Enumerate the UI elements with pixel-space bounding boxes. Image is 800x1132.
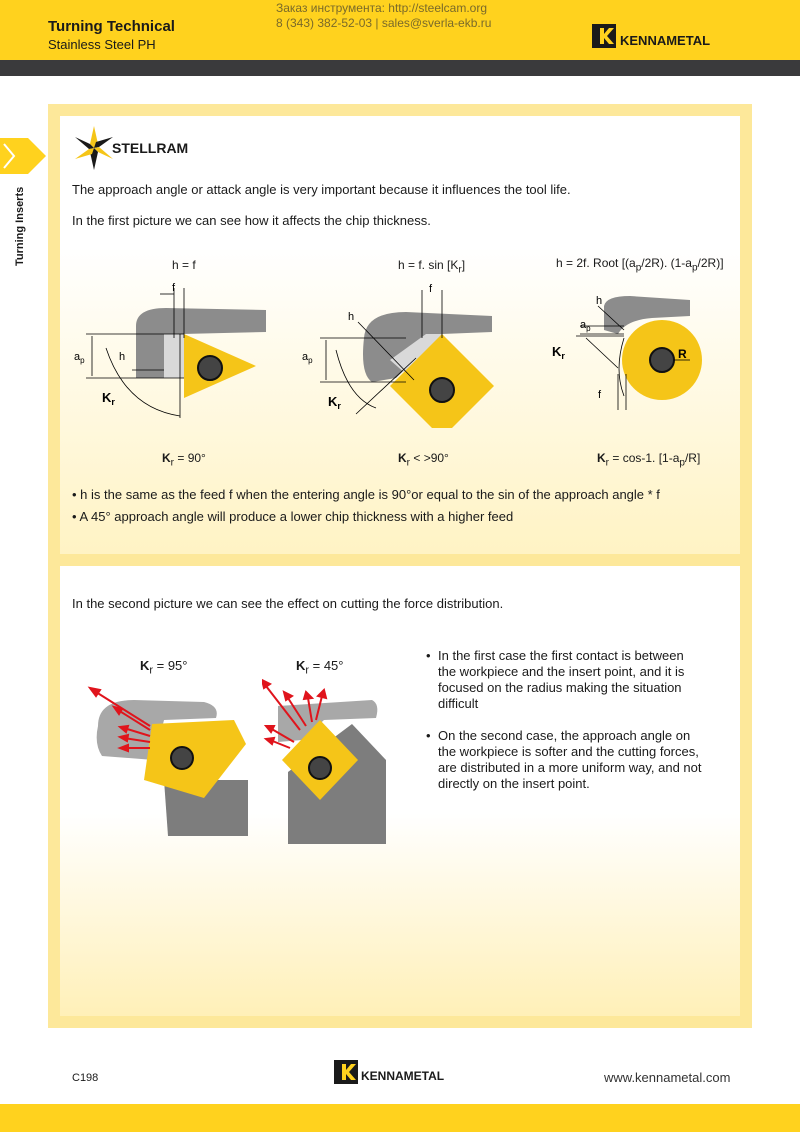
formula-3: h = 2f. Root [$(a_p/2R)$. $(1-a_p/2R)$] (556, 256, 724, 274)
svg-text:KENNAMETAL: KENNAMETAL (361, 1069, 445, 1083)
side-tab-label: Turning Inserts (14, 186, 26, 266)
panel2-intro: In the second picture we can see the effect on cutting the force distribution. (72, 596, 504, 611)
order-link[interactable]: Заказ инструмента: http://steelcam.org (276, 1, 488, 15)
case-bullet-2: • On the second case, the approach angle on the workpiece is softer and the cutting forces, are distributed in a more uniform way, and not directly on the insert point. (426, 728, 702, 791)
svg-text:h: h (596, 295, 603, 307)
bullet-1: • h is the same as the feed f when the entering angle is 90°or equal to the sin of the approach angle * f (72, 487, 660, 502)
intro-text: The approach angle or attack angle is very important because it influences the tool life. (72, 182, 571, 197)
intro-text-2: In the first picture we can see how it affects the chip thickness. (72, 213, 431, 228)
kennametal-logo-text: KENNAMETAL (620, 33, 711, 48)
label-f: f (172, 282, 176, 294)
contact-info[interactable]: 8 (343) 382-52-03 | sales@sverla-ekb.ru (276, 16, 492, 30)
svg-text:f: f (429, 283, 433, 295)
label-h: h (119, 351, 126, 363)
svg-text:Kr: $K_r$ (552, 344, 565, 361)
force-diagram-45 (262, 676, 392, 846)
svg-text:ap: $a_p$ (580, 319, 591, 333)
force-diagram-95 (84, 680, 254, 840)
stellram-logo (72, 124, 212, 172)
header-divider-bar (0, 60, 800, 76)
formula-2: h = f. $\sin [K_r]$ (398, 258, 466, 276)
svg-text:Kr: $K_r$ (328, 394, 341, 411)
bullet-2: • A 45° approach angle will produce a lower chip thickness with a higher feed (72, 509, 514, 524)
diagram-90-degree (66, 278, 276, 428)
footer-url-link[interactable]: www.kennametal.com (604, 1070, 731, 1085)
stellram-logo-text: STELLRAM (112, 140, 189, 156)
svg-text:h: h (348, 311, 355, 323)
page-number: C198 (72, 1072, 99, 1084)
svg-text:f: f (598, 389, 602, 401)
diagram-45-degree (296, 278, 506, 428)
label-kr: $K_r$ (102, 390, 115, 407)
angle-label-45: $K_r = 45^\circ$ (296, 658, 344, 677)
case-bullet-1: • In the first case the first contact is between the workpiece and the insert point, and it is focused on the radius making the situation difficult (426, 648, 685, 711)
kr-caption-3: $K_r = \cos-1$. $[1-a_p/R]$ (597, 451, 701, 469)
formula-1: h = f (172, 258, 196, 272)
page-subtitle: Stainless Steel PH (48, 37, 156, 52)
kr-caption-2: $K_r < >90^\circ$ (398, 451, 449, 469)
svg-text:ap: $a_p$ (302, 351, 313, 365)
side-tab-arrow[interactable] (0, 138, 46, 174)
label-ap: $a_p$ (74, 351, 85, 365)
svg-text:R: R (678, 347, 687, 361)
angle-label-95: $K_r = 95^\circ$ (140, 658, 188, 677)
kennametal-logo (592, 22, 742, 50)
footer-band (0, 1104, 800, 1132)
case-bullet-list (426, 648, 736, 792)
footer-kennametal-logo (334, 1058, 474, 1086)
page-title: Turning Technical (48, 18, 175, 35)
kr-caption-1: $K_r = 90^\circ$ (162, 451, 206, 469)
diagram-round-insert (540, 278, 720, 428)
